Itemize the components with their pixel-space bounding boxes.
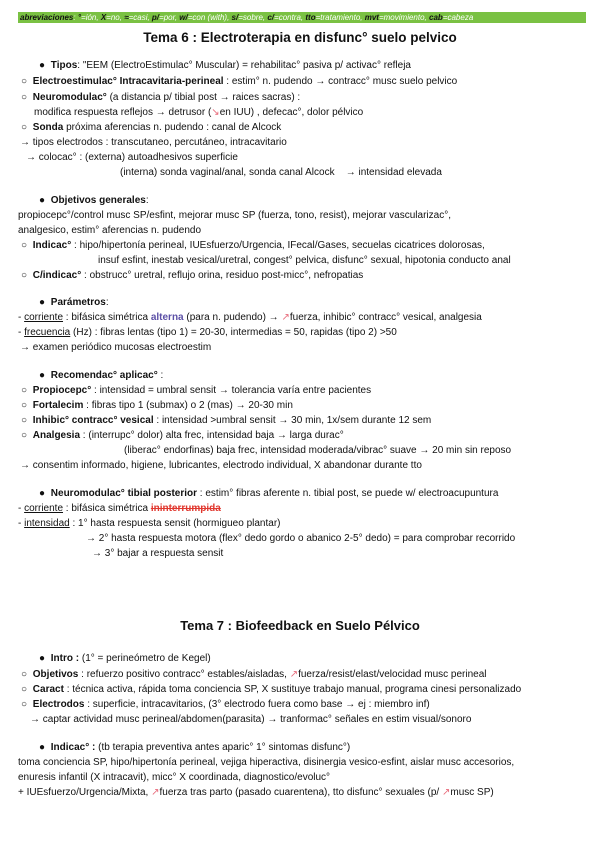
line-text: (a distancia p/ tibial post → raices sacras) :	[106, 92, 301, 103]
bold-term: Intro :	[50, 653, 80, 664]
legend-value: =sobre,	[238, 13, 268, 22]
underlined-term: corriente	[24, 503, 64, 514]
circle-bullet-icon: ○	[20, 270, 28, 281]
electrodos7	[18, 698, 430, 712]
underlined-term: corriente	[24, 312, 64, 323]
param-examen: → examen periódico mucosas electroestim	[20, 342, 212, 353]
param-corriente: - corriente : bifásica simétrica alterna (para n. pudendo) → ↗fuerza, inhibic° contracc° vesical, analgesia	[18, 312, 482, 323]
line-text: + IUEsfuerzo/Urgencia/Mixta,	[18, 787, 152, 798]
indicac7-line1: toma conciencia SP, hipo/hipertonía perineal, vejiga hiperactiva, disinergia vesico-esfint, aislar musc accesorios,	[18, 757, 515, 768]
tipos-line	[36, 59, 411, 73]
heading-text: Objetivos generales	[50, 195, 146, 206]
line-text: : (interrupc° dolor) alta frec, intensidad baja → larga durac°	[80, 430, 344, 441]
line-text: (interna) sonda vaginal/anal, sonda canal Alcock	[120, 167, 335, 178]
bold-term: Propiocepc°	[32, 385, 92, 396]
tipos-heading: Tipos	[50, 60, 78, 71]
rec-consentim: → consentim informado, higiene, lubricantes, electrodo individual, X abandonar durante tto	[20, 460, 422, 471]
line-text: : bifásica simétrica	[63, 503, 151, 514]
circle-bullet-icon: ○	[20, 122, 28, 133]
bold-term: Indicac° :	[50, 742, 96, 753]
line-text: (1° = perineómetro de Kegel)	[79, 653, 211, 664]
tipos-text: : "EEM (ElectroEstimulac° Muscular) = rehabilitac° pasiva p/ activac° refleja	[77, 60, 411, 71]
tipo-sonda	[18, 121, 281, 135]
bullet-icon: ●	[38, 488, 46, 499]
circle-bullet-icon: ○	[20, 669, 28, 680]
legend-value: =tratamiento,	[315, 13, 365, 22]
bullet-icon: ●	[38, 742, 46, 753]
tipo-electroestim	[18, 75, 457, 89]
tibial-intensidad: - intensidad : 1° hasta respuesta sensit (hormigueo plantar)	[18, 518, 281, 529]
heading-text: Parámetros	[50, 297, 106, 308]
contraindicaciones	[18, 269, 363, 283]
legend-key: ≈	[124, 13, 129, 22]
circle-bullet-icon: ○	[20, 684, 28, 695]
bold-term: Caract	[32, 684, 64, 695]
tipos-electrodos: → tipos electrodos : transcutaneo, percutáneo, intracavitario	[20, 137, 287, 148]
tema7-title: Tema 7 : Biofeedback en Suelo Pélvico	[180, 618, 420, 633]
neuromod-tibial	[36, 487, 498, 501]
bullet-icon: ●	[38, 370, 46, 381]
legend-value: =cabeza	[442, 13, 474, 22]
circle-bullet-icon: ○	[20, 240, 28, 251]
line-text: (Hz) : fibras lentas (tipo 1) = 20-30, intermedias = 50, rapidas (tipo 2) >50	[70, 327, 397, 338]
circle-bullet-icon: ○	[20, 76, 28, 87]
up-arrow-icon: ↗	[281, 312, 290, 323]
tibial-corriente: - corriente : bifásica simétrica ininterrumpida	[18, 503, 221, 514]
legend-key: °	[77, 13, 82, 22]
line-text: : 1° hasta respuesta sensit (hormigueo plantar)	[69, 518, 281, 529]
circle-bullet-icon: ○	[20, 699, 28, 710]
up-arrow-icon: ↗	[151, 787, 160, 798]
bold-term: Indicac°	[32, 240, 72, 251]
legend-value: :	[73, 13, 78, 22]
circle-bullet-icon: ○	[20, 400, 28, 411]
bullet-icon: ●	[38, 60, 46, 71]
bold-term: Analgesia	[32, 430, 81, 441]
line-text: modifica respuesta reflejos → detrusor (	[34, 107, 212, 118]
line-text: fuerza, inhibic° contracc° vesical, analgesia	[289, 312, 482, 323]
bold-term: Objetivos	[32, 669, 79, 680]
bold-term: Neuromodulac° tibial posterior	[50, 488, 198, 499]
underlined-term: frecuencia	[24, 327, 71, 338]
line-text: : técnica activa, rápida toma conciencia SP, X sustituye trabajo manual, programa cinesi personalizado	[63, 684, 522, 695]
bold-term: Electroestimulac° Intracavitaria-perineal	[32, 76, 224, 87]
line-text: fuerza tras parto (pasado cuarentena), tto disfunc° sexuales (p/	[159, 787, 442, 798]
caract7	[18, 683, 521, 697]
circle-bullet-icon: ○	[20, 415, 28, 426]
legend-key: mvt	[364, 13, 379, 22]
line-text: : hipo/hipertonía perineal, IUEsfuerzo/Urgencia, IFecal/Gases, secuelas cicatrices dolorosas,	[71, 240, 485, 251]
objetivos-heading: ● Objetivos generales:	[36, 194, 149, 208]
line-text: : estim° n. pudendo → contracc° musc suelo pelvico	[223, 76, 458, 87]
legend-value: =contra,	[274, 13, 306, 22]
indicaciones-cont: insuf esfint, inestab vesical/uretral, congest° pelvica, disfunc° sexual, hipotonia conducto anal	[98, 255, 511, 266]
legend-key: tto	[305, 13, 316, 22]
bullet-icon: ●	[38, 297, 46, 308]
legend-key: p/	[151, 13, 160, 22]
highlight-blue: alterna	[150, 312, 184, 323]
up-arrow-icon: ↗	[289, 669, 299, 680]
bold-term: C/indicac°	[32, 270, 82, 281]
rec-analgesia	[18, 429, 344, 443]
line-text: → intensidad elevada	[345, 167, 442, 178]
underlined-term: intensidad	[24, 518, 70, 529]
line-text: : intensidad >umbral sensit → 30 min, 1x/sem durante 12 sem	[153, 415, 432, 426]
recomendac-heading: ● Recomendac° aplicac° :	[36, 369, 163, 383]
heading-text: Recomendac° aplicac°	[50, 370, 158, 381]
indicac7-heading	[36, 741, 350, 755]
parametros-heading: ● Parámetros:	[36, 296, 109, 310]
legend-value: =ión,	[81, 13, 101, 22]
line-text: (tb terapia preventiva antes aparic° 1° sintomas disfunc°)	[95, 742, 351, 753]
param-frecuencia: - frecuencia (Hz) : fibras lentas (tipo 1) = 20-30, intermedias = 50, rapidas (tipo 2) >50	[18, 327, 397, 338]
bold-term: Electrodos	[32, 699, 85, 710]
colocacion: → colocac° : (externa) autoadhesivos superficie	[26, 152, 238, 163]
objetivos7	[18, 668, 487, 682]
tipo-neuromodulac	[18, 91, 300, 105]
tema6-title: Tema 6 : Electroterapia en disfunc° suelo pelvico	[143, 30, 457, 45]
struck-text: ininterrumpida	[150, 503, 221, 514]
abbreviation-legend	[18, 12, 586, 23]
legend-key: c/	[267, 13, 275, 22]
up-arrow-icon: ↗	[442, 787, 451, 798]
rec-inhibic	[18, 414, 431, 428]
line-text: próxima aferencias n. pudendo : canal de Alcock	[63, 122, 282, 133]
line-text: fuerza/resist/elast/velocidad musc perineal	[298, 669, 487, 680]
line-text: (para n. pudendo) →	[183, 312, 282, 323]
bullet-icon: ●	[38, 195, 46, 206]
legend-key: abreviaciones	[20, 13, 74, 22]
objetivos-line1: propiocepc°/control musc SP/esfint, mejorar musc SP (fuerza, tono, resist), mejorar vascularizac°,	[18, 210, 451, 221]
bold-term: Sonda	[32, 122, 64, 133]
tibial-step2: → 2° hasta respuesta motora (flex° dedo gordo o abanico 2-5° dedo) = para comprobar recorrido	[86, 533, 516, 544]
legend-value: =movimiento,	[378, 13, 429, 22]
tibial-step3: → 3° bajar a respuesta sensit	[92, 548, 224, 559]
electrodos7-cont: → captar actividad musc perineal/abdomen(parasita) → tranformac° señales en estim visual/sonoro	[30, 714, 472, 725]
line-text: : superficie, intracavitarios, (3° electrodo fuera como base → ej : miembro inf)	[84, 699, 430, 710]
bullet-icon: ●	[38, 653, 46, 664]
indicac7-line3	[18, 786, 494, 800]
indicac7-line2: enuresis infantil (X intracavit), micc° X coordinada, diagnostico/evoluc°	[18, 772, 331, 783]
legend-key: X	[100, 13, 107, 22]
rec-fortalecim	[18, 399, 293, 413]
legend-value: =casi,	[128, 13, 152, 22]
circle-bullet-icon: ○	[20, 385, 28, 396]
bold-term: Fortalecim	[32, 400, 84, 411]
line-text: en IUU) , defecac°, dolor pélvico	[219, 107, 364, 118]
legend-value: =no,	[106, 13, 125, 22]
objetivos-line2: analgesico, estim° aferencias n. pudendo	[18, 225, 202, 236]
line-text: : estim° fibras aferente n. tibial post, se puede w/ electroacupuntura	[197, 488, 499, 499]
line-text: : obstrucc° uretral, reflujo orina, residuo post-micc°, nefropatias	[81, 270, 364, 281]
line-text: : refuerzo positivo contracc° estables/aisladas,	[78, 669, 290, 680]
legend-key: cab	[429, 13, 443, 22]
bold-term: Neuromodulac°	[32, 92, 107, 103]
legend-key: w/	[179, 13, 188, 22]
bold-term: Inhibic° contracc° vesical	[32, 415, 154, 426]
legend-value: =con (with),	[187, 13, 232, 22]
indicaciones	[18, 239, 485, 253]
colocacion-interna	[120, 166, 442, 180]
line-text: : bifásica simétrica	[63, 312, 151, 323]
circle-bullet-icon: ○	[20, 92, 28, 103]
circle-bullet-icon: ○	[20, 430, 28, 441]
legend-value: =por,	[159, 13, 180, 22]
line-text: : fibras tipo 1 (submax) o 2 (mas) → 20-30 min	[83, 400, 293, 411]
intro-line	[36, 652, 211, 666]
rec-analgesia-cont: (liberac° endorfinas) baja frec, intensidad moderada/vibrac° suave → 20 min sin reposo	[124, 445, 512, 456]
rec-propiocepc	[18, 384, 371, 398]
line-text: musc SP)	[450, 787, 494, 798]
legend-key: s/	[231, 13, 239, 22]
line-text: : intensidad = umbral sensit → tolerancia varía entre pacientes	[91, 385, 372, 396]
down-arrow-icon: ↘	[211, 107, 220, 118]
neuromodulac-detail	[34, 106, 363, 120]
